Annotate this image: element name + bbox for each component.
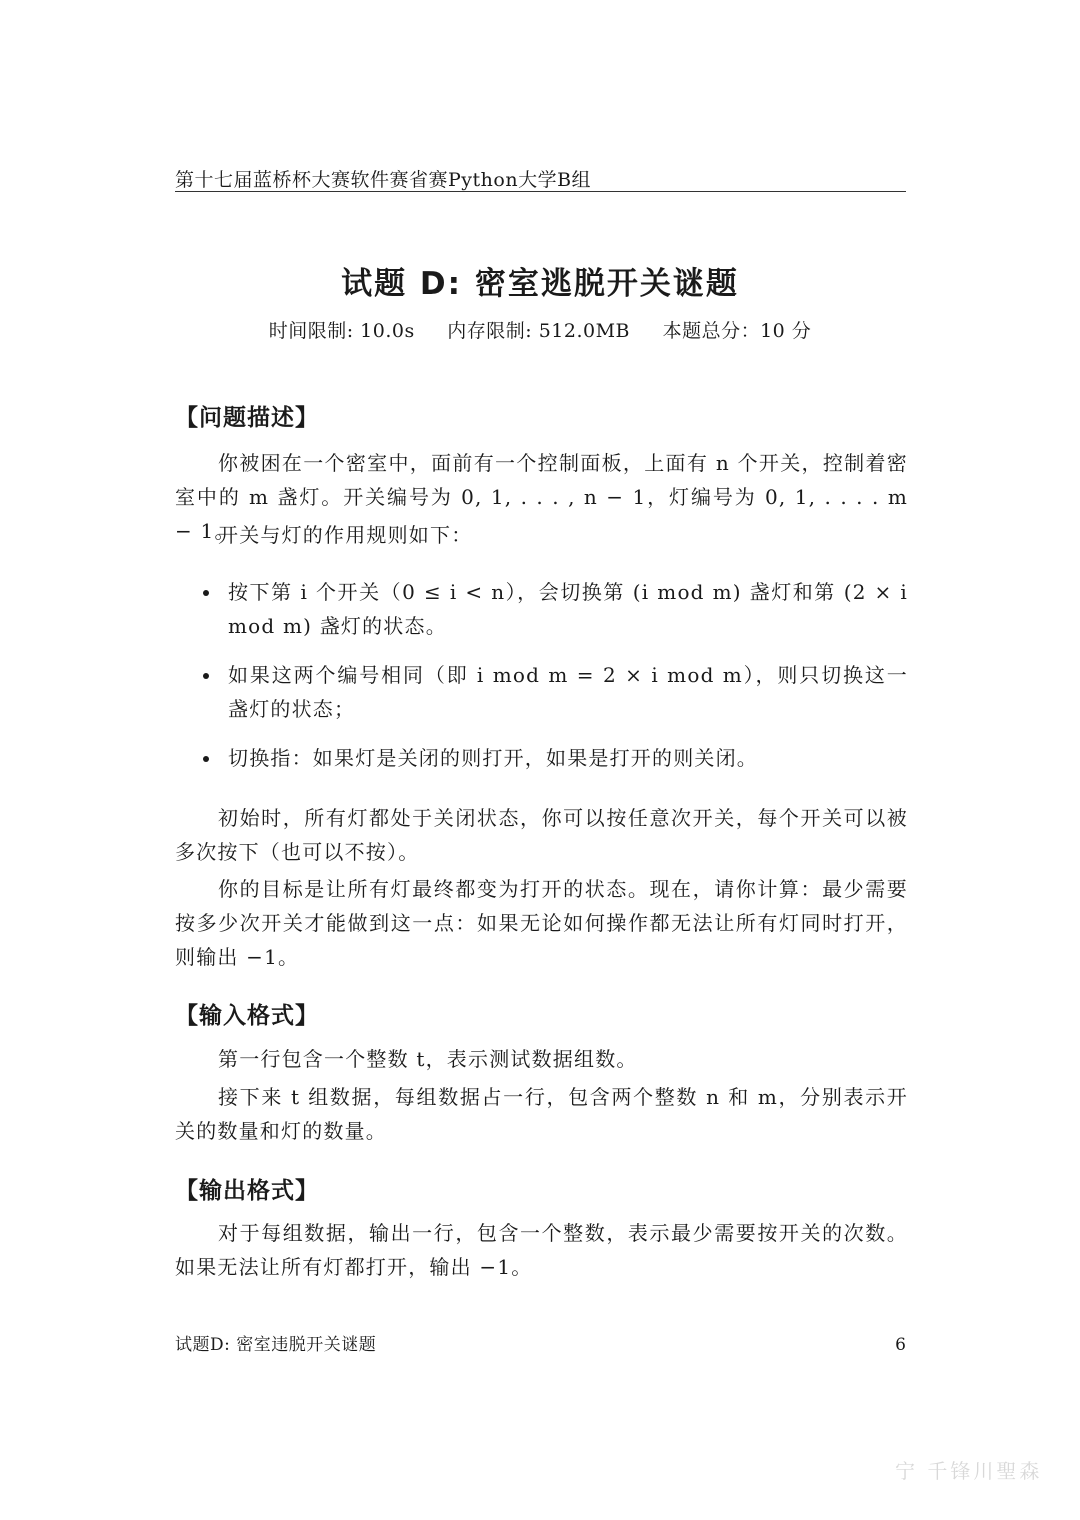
description-paragraph-4: 你的目标是让所有灯最终都变为打开的状态。现在，请你计算：最少需要按多少次开关才能做到这一点：如果无论如何操作都无法让所有灯同时打开，则输出 −1。 <box>175 877 908 969</box>
problem-title: 试题 D: 密室逃脱开关谜题 <box>341 266 739 302</box>
bullet-icon <box>203 756 209 762</box>
bullet-icon <box>203 673 209 679</box>
time-limit: 时间限制: 10.0s <box>268 320 415 342</box>
input-format-heading: 【输入格式】 <box>175 1003 319 1029</box>
description-paragraph-2: 开关与灯的作用规则如下： <box>218 523 473 547</box>
memory-limit: 内存限制: 512.0MB <box>447 320 631 342</box>
watermark: 宁 千锋川聖森 <box>895 1459 1043 1483</box>
output-format-heading: 【输出格式】 <box>175 1178 319 1204</box>
description-heading: 【问题描述】 <box>175 405 319 431</box>
rule-bullet-2: 如果这两个编号相同（即 i mod m = 2 × i mod m），则只切换这一盏灯的状态； <box>228 663 908 721</box>
rule-bullet-1: 按下第 i 个开关（0 ≤ i < n），会切换第 (i mod m) 盏灯和第 (2 × i mod m) 盏灯的状态。 <box>228 580 908 638</box>
description-paragraph-1: 你被困在一个密室中，面前有一个控制面板，上面有 n 个开关，控制着密室中的 m 盏灯。开关编号为 0, 1, . . . , n − 1，灯编号为 0, 1, . . . . m − 1。 <box>175 451 908 543</box>
output-format-paragraph: 对于每组数据，输出一行，包含一个整数，表示最少需要按开关的次数。如果无法让所有灯都打开，输出 −1。 <box>175 1221 908 1279</box>
input-format-paragraph-2: 接下来 t 组数据，每组数据占一行，包含两个整数 n 和 m，分别表示开关的数量和灯的数量。 <box>175 1085 908 1143</box>
page-number: 6 <box>895 1335 906 1355</box>
bullet-icon <box>203 590 209 596</box>
header-rule <box>175 191 906 192</box>
footer-title: 试题D: 密室违脱开关谜题 <box>175 1335 377 1355</box>
problem-limits <box>0 316 1080 346</box>
rule-bullet-3: 切换指：如果灯是关闭的则打开，如果是打开的则关闭。 <box>228 746 758 770</box>
description-paragraph-3: 初始时，所有灯都处于关闭状态，你可以按任意次开关，每个开关可以被多次按下（也可以不按）。 <box>175 806 908 864</box>
running-head: 第十七届蓝桥杯大赛软件赛省赛Python大学B组 <box>175 169 592 191</box>
total-score: 本题总分：10 分 <box>662 320 812 342</box>
input-format-paragraph-1: 第一行包含一个整数 t，表示测试数据组数。 <box>218 1047 638 1071</box>
